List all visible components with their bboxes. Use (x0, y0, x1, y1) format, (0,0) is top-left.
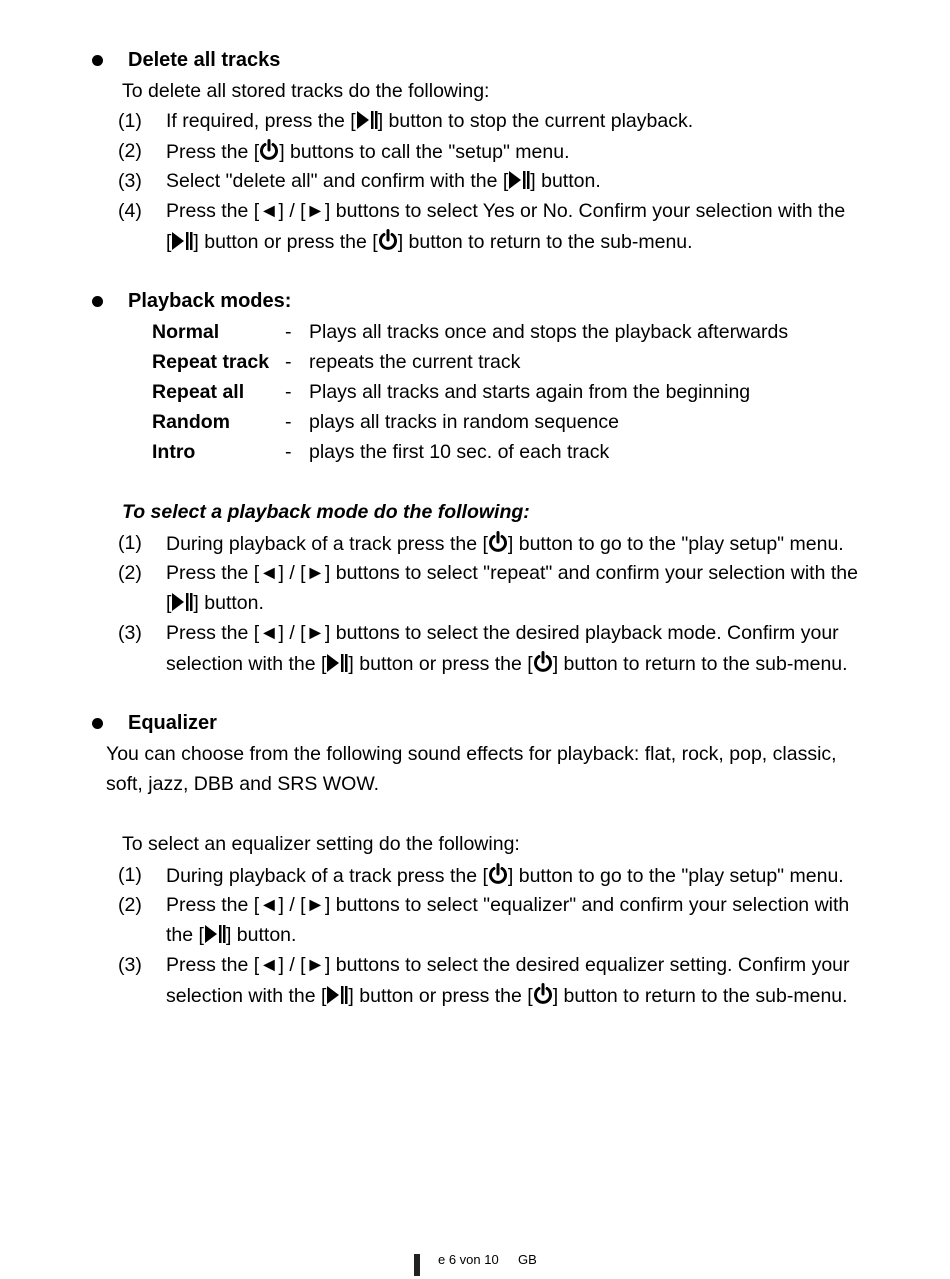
eq-step-2-line1: Press the [◄] / [►] buttons to select "equalizer" and confirm your selection with (166, 894, 850, 916)
mode-dash: - (285, 381, 292, 403)
play-pause-icon (171, 231, 193, 257)
page-number: e 6 von 10 (438, 1252, 499, 1267)
mode-dash: - (285, 321, 292, 343)
delete-step-4-line2 (166, 229, 693, 257)
eq-step-1 (166, 863, 844, 891)
mode-dash: - (285, 351, 292, 373)
heading-playback-modes: Playback modes: (128, 290, 292, 312)
playback-mode-subheading: To select a playback mode do the following: (122, 501, 530, 523)
mode-description: plays all tracks in random sequence (309, 411, 619, 433)
step-text: selection with the [ (166, 985, 327, 1007)
power-icon (533, 983, 553, 1011)
step-text: If required, press the [ (166, 110, 356, 132)
step-number: (1) (118, 532, 142, 554)
play-pause-icon (356, 110, 378, 136)
step-text: [ (166, 231, 172, 253)
mode-name: Normal (152, 321, 220, 343)
play-pause-icon (171, 592, 193, 618)
step-text: [ (166, 592, 172, 614)
play-pause-icon (204, 924, 226, 950)
mode-step-3-line2 (166, 651, 848, 679)
equalizer-para-line2: soft, jazz, DBB and SRS WOW. (106, 773, 380, 795)
step-text: Press the [ (166, 141, 260, 163)
mode-step-2-line1: Press the [◄] / [►] buttons to select "repeat" and confirm your selection with the (166, 562, 858, 584)
step-text: ] button or press the [ (193, 231, 378, 253)
mode-description: Plays all tracks once and stops the playback afterwards (309, 321, 789, 343)
play-pause-icon (326, 653, 348, 679)
power-icon (378, 229, 398, 257)
delete-step-2 (166, 139, 569, 167)
mode-description: plays the first 10 sec. of each track (309, 441, 610, 463)
step-number: (1) (118, 110, 142, 132)
equalizer-para-line1: You can choose from the following sound effects for playback: flat, rock, pop, classic, (106, 743, 837, 765)
step-number: (2) (118, 140, 142, 162)
delete-intro: To delete all stored tracks do the following: (122, 80, 490, 102)
mode-step-1 (166, 531, 844, 559)
mode-description: repeats the current track (309, 351, 521, 373)
step-text: ] button to return to the sub-menu. (552, 653, 848, 675)
step-number: (3) (118, 622, 142, 644)
mode-dash: - (285, 441, 292, 463)
step-text: ] button to return to the sub-menu. (552, 985, 848, 1007)
step-text: During playback of a track press the [ (166, 533, 488, 555)
eq-step-3-line2 (166, 983, 848, 1011)
mode-name: Repeat track (152, 351, 270, 373)
bullet-delete (92, 55, 103, 66)
mode-name: Random (152, 411, 230, 433)
step-text: ] button to stop the current playback. (377, 110, 694, 132)
bullet-modes (92, 296, 103, 307)
mode-description: Plays all tracks and starts again from the beginning (309, 381, 751, 403)
mode-name: Intro (152, 441, 196, 463)
heading-equalizer: Equalizer (128, 712, 217, 734)
step-number: (1) (118, 864, 142, 886)
delete-step-3 (166, 169, 601, 196)
mode-step-3-line1: Press the [◄] / [►] buttons to select the desired playback mode. Confirm your (166, 622, 839, 644)
step-text: ] button to go to the "play setup" menu. (507, 533, 844, 555)
power-icon (533, 651, 553, 679)
bullet-equalizer (92, 718, 103, 729)
step-text: ] button. (225, 924, 297, 946)
step-text: ] button. (530, 170, 601, 192)
mode-name: Repeat all (152, 381, 245, 403)
step-number: (4) (118, 200, 142, 222)
step-text: ] button. (193, 592, 264, 614)
step-text: ] button to return to the sub-menu. (397, 231, 693, 253)
delete-step-4-line1: Press the [◄] / [►] buttons to select Yes or No. Confirm your selection with the (166, 200, 846, 222)
mode-dash: - (285, 411, 292, 433)
step-text: ] button or press the [ (348, 985, 533, 1007)
footer-mark (414, 1254, 420, 1276)
step-text: During playback of a track press the [ (166, 865, 488, 887)
delete-step-1 (166, 109, 693, 136)
play-pause-icon (508, 170, 530, 196)
step-text: ] button to go to the "play setup" menu. (507, 865, 844, 887)
eq-step-2-line2 (166, 923, 296, 950)
power-icon (488, 531, 508, 559)
step-number: (2) (118, 894, 142, 916)
play-pause-icon (326, 985, 348, 1011)
power-icon (488, 863, 508, 891)
step-text: the [ (166, 924, 204, 946)
step-text: ] button or press the [ (348, 653, 533, 675)
step-number: (3) (118, 954, 142, 976)
step-text: ] buttons to call the "setup" menu. (279, 141, 570, 163)
step-text: Select "delete all" and confirm with the [ (166, 170, 509, 192)
step-number: (2) (118, 562, 142, 584)
step-text: selection with the [ (166, 653, 327, 675)
step-number: (3) (118, 170, 142, 192)
eq-step-3-line1: Press the [◄] / [►] buttons to select the desired equalizer setting. Confirm your (166, 954, 850, 976)
heading-delete-all-tracks: Delete all tracks (128, 49, 281, 71)
power-icon (259, 139, 279, 167)
language-code: GB (518, 1252, 537, 1267)
mode-step-2-line2 (166, 591, 264, 618)
equalizer-intro: To select an equalizer setting do the following: (122, 833, 520, 855)
